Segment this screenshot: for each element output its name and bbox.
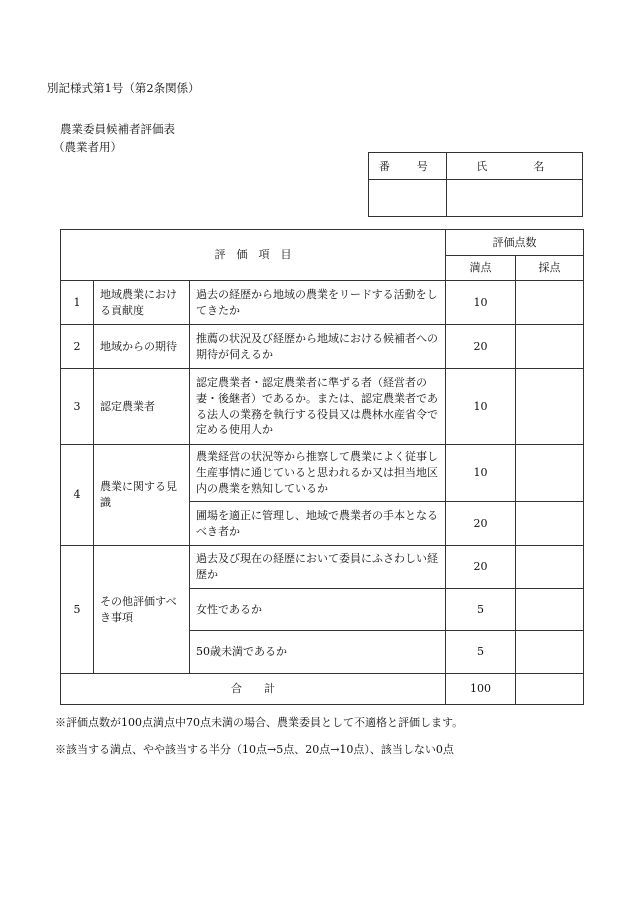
row-criterion: 推薦の状況及び経歴から地域における候補者への期待が伺えるか: [190, 325, 446, 369]
row-score-field[interactable]: [516, 281, 584, 325]
row-category: 地域からの期待: [94, 325, 190, 369]
table-row: [61, 325, 584, 369]
table-row: [61, 445, 584, 502]
row-number: 2: [61, 325, 94, 369]
page-subtitle: （農業者用）: [53, 140, 122, 154]
row-max: 10: [446, 281, 516, 325]
row-score-field[interactable]: [516, 445, 584, 502]
row-score-field[interactable]: [516, 369, 584, 445]
total-max: 100: [446, 674, 516, 705]
row-score-field[interactable]: [516, 546, 584, 589]
name-header: 氏 名: [446, 153, 582, 180]
number-header: 番 号: [369, 153, 447, 180]
row-category: 農業に関する見識: [94, 445, 190, 546]
total-label: 合 計: [61, 674, 446, 705]
form-label: 別記様式第1号（第2条関係）: [47, 81, 200, 95]
note-threshold: ※評価点数が100点満点中70点未満の場合、農業委員として不適格と評価します。: [55, 716, 464, 729]
row-score-field[interactable]: [516, 589, 584, 631]
evaluation-table: [60, 229, 584, 705]
row-category: 地域農業における貢献度: [94, 281, 190, 325]
score-header: 評価点数: [446, 230, 584, 256]
row-number: 1: [61, 281, 94, 325]
row-max: 5: [446, 631, 516, 674]
row-criterion: 圃場を適正に管理し、地域で農業者の手本となるべき者か: [190, 502, 446, 546]
row-criterion: 認定農業者・認定農業者に準ずる者（経営者の妻・後継者）であるか。または、認定農業者である法人の業務を執行する役員又は農林水産省令で定める使用人か: [190, 369, 446, 445]
row-criterion: 女性であるか: [190, 589, 446, 631]
row-number: 3: [61, 369, 94, 445]
row-number: 5: [61, 546, 94, 674]
table-row: [61, 369, 584, 445]
row-score-field[interactable]: [516, 325, 584, 369]
item-header: 評 価 項 目: [61, 230, 446, 281]
row-criterion: 50歳未満であるか: [190, 631, 446, 674]
row-max: 10: [446, 369, 516, 445]
row-category: 認定農業者: [94, 369, 190, 445]
row-max: 20: [446, 546, 516, 589]
row-max: 20: [446, 502, 516, 546]
row-score-field[interactable]: [516, 631, 584, 674]
row-criterion: 過去の経歴から地域の農業をリードする活動をしてきたか: [190, 281, 446, 325]
row-number: 4: [61, 445, 94, 546]
row-category: その他評価すべき事項: [94, 546, 190, 674]
row-max: 5: [446, 589, 516, 631]
note-scoring: ※該当する満点、やや該当する半分（10点→5点、20点→10点）、該当しない0点: [55, 743, 454, 756]
row-max: 20: [446, 325, 516, 369]
table-row: [61, 281, 584, 325]
name-field[interactable]: [446, 180, 582, 217]
id-table: [368, 152, 583, 217]
row-criterion: 農業経営の状況等から推察して農業によく従事し生産事情に通じていると思われるか又は担当地区内の農業を熟知しているか: [190, 445, 446, 502]
total-score-field[interactable]: [516, 674, 584, 705]
score-col-header: 採点: [516, 256, 584, 281]
row-criterion: 過去及び現在の経歴において委員にふさわしい経歴か: [190, 546, 446, 589]
number-field[interactable]: [369, 180, 447, 217]
max-header: 満点: [446, 256, 516, 281]
row-score-field[interactable]: [516, 502, 584, 546]
total-row: [61, 674, 584, 705]
row-max: 10: [446, 445, 516, 502]
page-title: 農業委員候補者評価表: [60, 122, 175, 136]
table-row: [61, 546, 584, 589]
